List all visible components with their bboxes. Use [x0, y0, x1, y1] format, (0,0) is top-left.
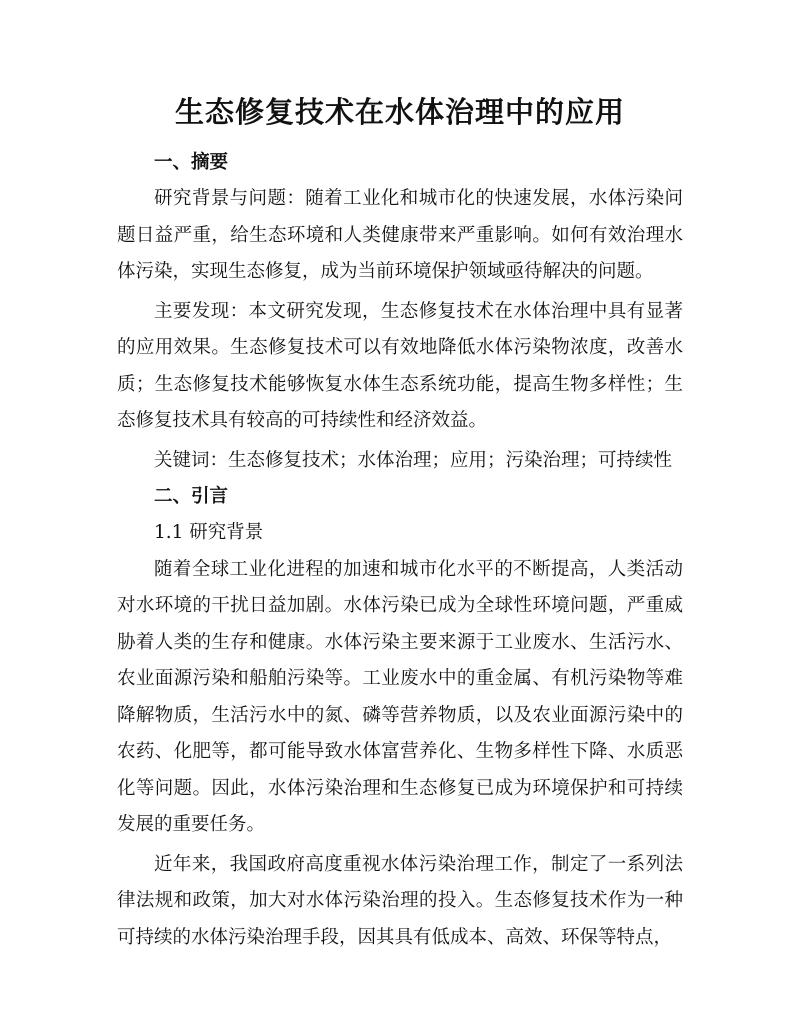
subsection-heading-research-background: 1.1 研究背景: [154, 522, 264, 543]
section-heading-introduction: 二、引言: [154, 486, 229, 507]
document-body: [117, 145, 683, 956]
section-heading-abstract: 一、摘要: [154, 152, 229, 173]
document-title: 生态修复技术在水体治理中的应用: [174, 95, 625, 129]
abstract-paragraph-findings: 主要发现：本文研究发现，生态修复技术在水体治理中具有显著的应用效果。生态修复技术可以有效地降低水体污染物浓度，改善水质；生态修复技术能够恢复水体生态系统功能，提高生物多样性；生态修复技术具有较高的可持续性和经济效益。: [117, 300, 683, 431]
introduction-paragraph-2: 近年来，我国政府高度重视水体污染治理工作，制定了一系列法律法规和政策，加大对水体污染治理的投入。生态修复技术作为一种可持续的水体污染治理手段，因其具有低成本、高效、环保等特点，: [117, 853, 683, 948]
abstract-paragraph-background: 研究背景与问题：随着工业化和城市化的快速发展，水体污染问题日益严重，给生态环境和人类健康带来严重影响。如何有效治理水体污染，实现生态修复，成为当前环境保护领域亟待解决的问题。: [117, 188, 683, 282]
introduction-paragraph-1: 随着全球工业化进程的加速和城市化水平的不断提高，人类活动对水环境的干扰日益加剧。水体污染已成为全球性环境问题，严重威胁着人类的生存和健康。水体污染主要来源于工业废水、生活污水、农业面源污染和船舶污染等。工业废水中的重金属、有机污染物等难降解物质，生活污水中的氮、磷等营养物质，以及农业面源污染中的农药、化肥等，都可能导致水体富营养化、生物多样性下降、水质恶化等问题。因此，水体污染治理和生态修复已成为环境保护和可持续发展的重要任务。: [117, 558, 683, 835]
keywords-line: 关键词：生态修复技术；水体治理；应用；污染治理；可持续性: [154, 449, 673, 471]
